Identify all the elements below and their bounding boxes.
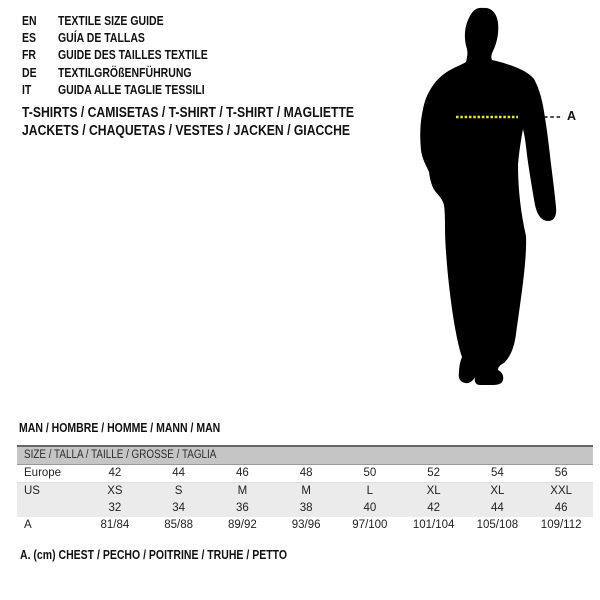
table-row-us	[17, 483, 593, 501]
chest-measure-label: A	[567, 109, 577, 123]
size-cell: XS	[83, 483, 147, 501]
section-title-man: MAN / HOMBRE / HOMME / MANN / MAN	[19, 421, 221, 435]
size-table-header-row	[17, 446, 593, 465]
language-guide-title: TEXTILE SIZE GUIDE	[58, 14, 164, 28]
size-cell: 44	[147, 465, 211, 483]
size-cell: L	[338, 483, 402, 501]
size-cell: 40	[338, 500, 402, 517]
size-cell: 93/96	[291, 519, 321, 531]
row-label: A	[24, 519, 32, 531]
size-cell: 105/108	[476, 519, 519, 531]
man-silhouette	[390, 0, 600, 400]
size-cell: 54	[466, 465, 530, 483]
size-cell: 52	[402, 465, 466, 483]
size-cell: 42	[83, 465, 147, 483]
language-code: FR	[22, 48, 37, 63]
table-row-europe	[17, 465, 593, 483]
size-cell: 81/84	[100, 519, 130, 531]
language-guide-title: GUÍA DE TALLAS	[58, 31, 145, 46]
man-silhouette-path	[420, 8, 556, 385]
size-cell: 56	[529, 465, 593, 483]
size-cell: M	[274, 483, 338, 501]
measure-footnote: A. (cm) CHEST / PECHO / POITRINE / TRUHE / PETTO	[20, 548, 288, 562]
row-label: Europe	[17, 465, 83, 483]
size-cell: 97/100	[352, 519, 388, 531]
size-cell: 50	[338, 465, 402, 483]
size-cell: XL	[466, 483, 530, 501]
language-code: DE	[22, 65, 37, 80]
size-cell: 46	[211, 465, 275, 483]
language-code: IT	[22, 82, 32, 97]
row-label: US	[17, 483, 83, 501]
size-table-header: SIZE / TALLA / TAILLE / GRÖSSE / TAGLIA	[24, 449, 217, 461]
language-guide-title: GUIDE DES TAILLES TEXTILE	[58, 48, 208, 63]
table-row-us-numeric	[17, 500, 593, 517]
size-cell: 38	[274, 500, 338, 517]
size-cell: 44	[466, 500, 530, 517]
size-table	[17, 445, 593, 534]
size-cell: 48	[274, 465, 338, 483]
size-cell: 85/88	[164, 519, 194, 531]
size-cell: XL	[402, 483, 466, 501]
size-cell: XXL	[529, 483, 593, 501]
category-line-jackets: JACKETS / CHAQUETAS / VESTES / JACKEN / GIACCHE	[22, 123, 351, 140]
language-code: EN	[22, 14, 37, 28]
size-cell: 36	[211, 500, 275, 517]
table-row-chest-a	[17, 517, 593, 534]
size-cell: S	[147, 483, 211, 501]
size-cell: 46	[529, 500, 593, 517]
row-label	[17, 500, 83, 517]
language-guide-title: GUIDA ALLE TAGLIE TESSILI	[58, 82, 205, 97]
size-cell: 32	[83, 500, 147, 517]
size-cell: 109/112	[540, 519, 582, 531]
size-cell: 101/104	[412, 519, 455, 531]
size-cell: M	[211, 483, 275, 501]
size-cell: 34	[147, 500, 211, 517]
language-guide-title: TEXTILGRÖßENFÜHRUNG	[58, 65, 192, 80]
size-cell: 42	[402, 500, 466, 517]
category-line-tshirts: T-SHIRTS / CAMISETAS / T-SHIRT / T-SHIRT / MAGLIETTE	[22, 105, 355, 121]
size-cell: 89/92	[227, 519, 257, 531]
language-code: ES	[22, 31, 37, 46]
garment-categories	[22, 104, 417, 141]
